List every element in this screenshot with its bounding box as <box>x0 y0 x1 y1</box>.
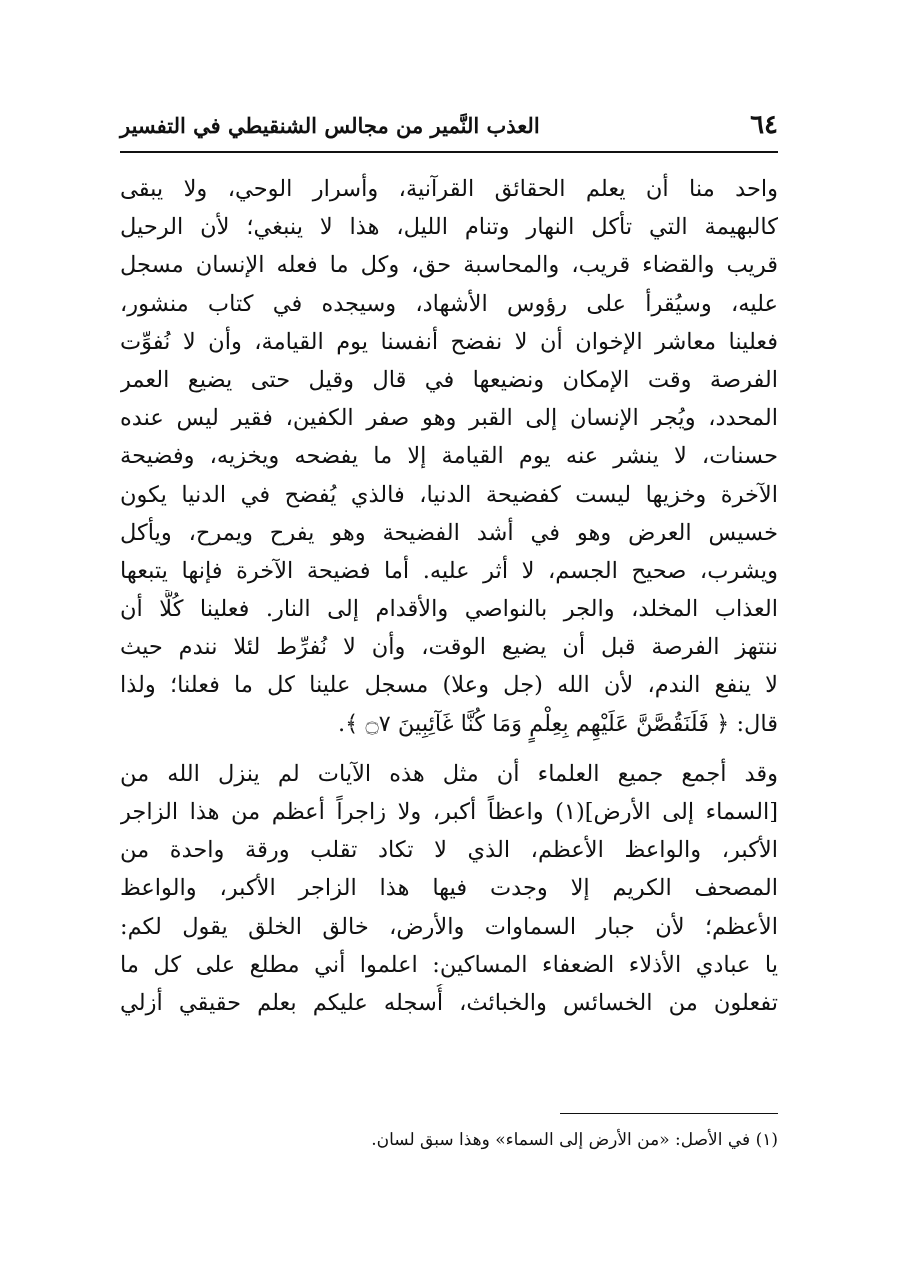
running-title: العذب النَّمير من مجالس الشنقيطي في التفسير <box>120 113 540 138</box>
body-line: قريب والقضاء قريب، والمحاسبة حق، وكل ما فعله الإنسان مسجل <box>120 252 778 279</box>
body-line: الأعظم؛ لأن جبار السماوات والأرض، خالق الخلق يقول لكم: <box>120 913 778 940</box>
body-line: يا عبادي الأذلاء الضعفاء المساكين: اعلموا أني مطلع على كل ما <box>120 951 778 978</box>
body-line: حسنات، لا ينشر عنه يوم القيامة إلا ما يفضحه ويخزيه، وفضيحة <box>120 443 778 470</box>
body-line: ننتهز الفرصة قبل أن يضيع الوقت، وأن لا نُفرِّط لئلا نندم حيث <box>120 634 778 661</box>
body-line: وقد أجمع جميع العلماء أن مثل هذه الآيات لم ينزل الله من <box>120 760 778 787</box>
body-line: الآخرة وخزيها ليست كفضيحة الدنيا، فالذي يُفضح في الدنيا يكون <box>120 481 778 508</box>
page-number: ٦٤ <box>750 110 778 140</box>
body-line: الفرصة وقت الإمكان ونضيعها في قال وقيل حتى يضيع العمر <box>120 366 778 393</box>
body-line: خسيس العرض وهو في أشد الفضيحة وهو يفرح ويمرح، ويأكل <box>120 519 778 546</box>
body-line: كالبهيمة التي تأكل النهار وتنام الليل، هذا لا ينبغي؛ لأن الرحيل <box>120 214 778 241</box>
body-line: تفعلون من الخسائس والخبائث، أُسجله عليكم بعلم حقيقي أزلي <box>120 989 778 1016</box>
body-line: الأكبر، والواعظ الأعظم، الذي لا تكاد تقلب ورقة واحدة من <box>120 837 778 864</box>
page-header <box>120 108 778 148</box>
paragraph-gap <box>120 743 778 755</box>
body-line: العذاب المخلد، والجر بالنواصي والأقدام إلى النار. فعلينا كُلًّا أن <box>120 596 778 623</box>
body-line: عليه، وسيُقرأ على رؤوس الأشهاد، وسيجده في كتاب منشور، <box>120 290 778 317</box>
quran-verse-line: قال: ﴿ فَلَنَقُصَّنَّ عَلَيْهِم بِعِلْمٍ وَمَا كُنَّا غَآئِبِينَ ۝٧ ﴾. <box>337 710 778 737</box>
footnote: (١) في الأصل: «من الأرض إلى السماء» وهذا سبق لسان. <box>371 1130 778 1150</box>
body-line: ويشرب، صحيح الجسم، لا أثر عليه. أما فضيحة الآخرة فإنها يتبعها <box>120 557 778 584</box>
body-line: [السماء إلى الأرض](١) واعظاً أكبر، ولا زاجراً أعظم من هذا الزاجر <box>120 799 778 825</box>
body-line: واحد منا أن يعلم الحقائق القرآنية، وأسرار الوحي، ولا يبقى <box>120 176 778 202</box>
body-line: فعلينا معاشر الإخوان أن لا نفضح أنفسنا يوم القيامة، وأن لا نُفوِّت <box>120 328 778 355</box>
header-rule <box>120 151 778 153</box>
body-line: المصحف الكريم إلا وجدت فيها هذا الزاجر الأكبر، والواعظ <box>120 875 778 902</box>
body-text <box>120 170 778 1022</box>
body-line: لا ينفع الندم، لأن الله (جل وعلا) مسجل علينا كل ما فعلنا؛ ولذا <box>120 672 778 699</box>
footnote-rule <box>560 1113 778 1114</box>
body-line: المحدد، ويُجر الإنسان إلى القبر وهو صفر الكفين، فقير ليس عنده <box>120 405 778 432</box>
